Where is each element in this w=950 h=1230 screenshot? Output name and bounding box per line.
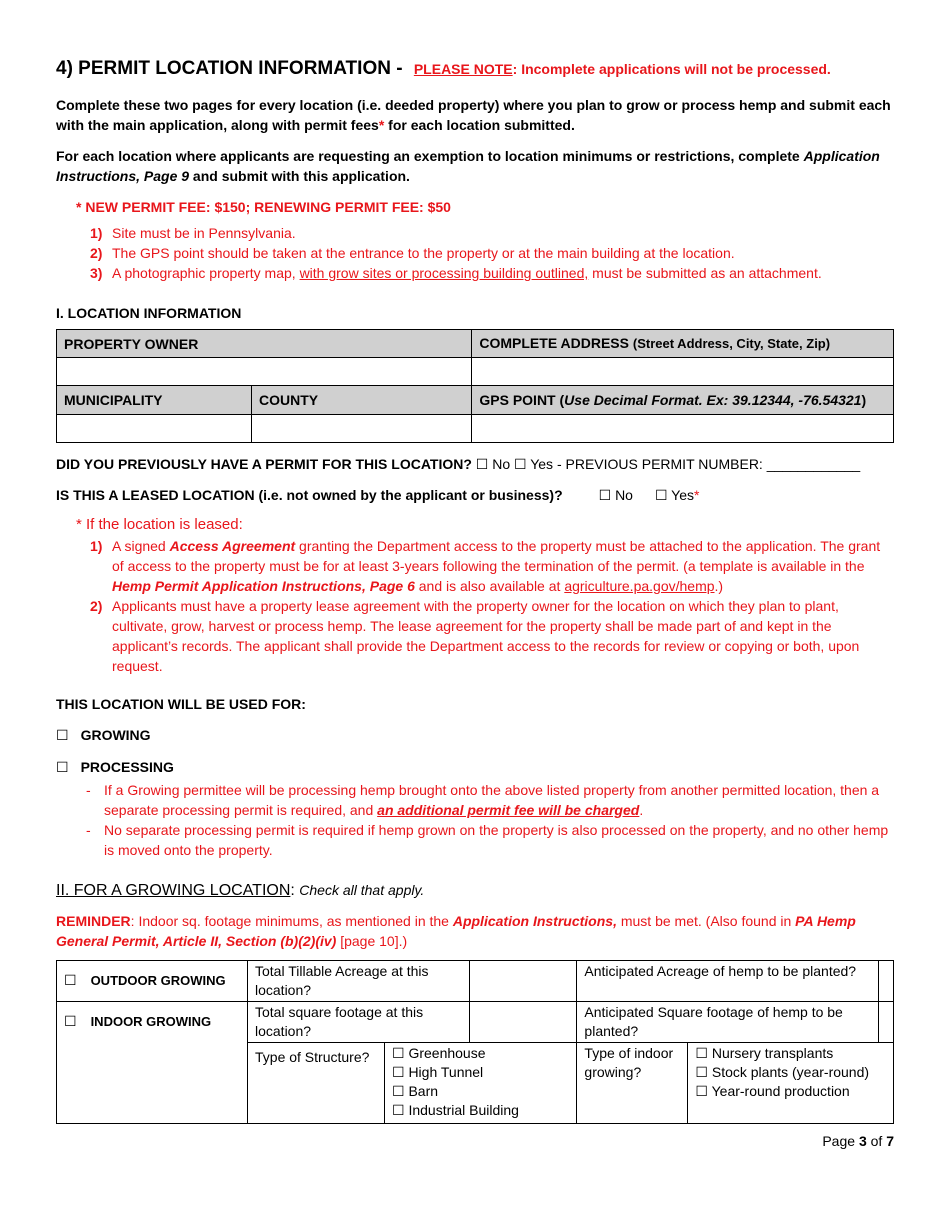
structure-option[interactable]: ☐ High Tunnel: [392, 1064, 484, 1080]
growing-heading: II. FOR A GROWING LOCATION: Check all that apply.: [56, 882, 425, 899]
section-title: 4) PERMIT LOCATION INFORMATION - PLEASE NOTE: Incomplete applications will not be processed.: [56, 58, 831, 79]
municipality-field[interactable]: [57, 415, 252, 443]
indoor-type-option[interactable]: ☐ Stock plants (year-round): [695, 1064, 870, 1080]
square-footage-field[interactable]: [470, 1002, 577, 1043]
hemp-link[interactable]: agriculture.pa.gov/hemp: [564, 578, 715, 594]
structure-option[interactable]: ☐ Greenhouse: [392, 1045, 486, 1061]
structure-type-label: Type of Structure?: [248, 1043, 385, 1124]
complete-address-field[interactable]: [472, 358, 894, 386]
indoor-growing-option[interactable]: ☐ INDOOR GROWING: [57, 1002, 248, 1124]
intro-paragraph-1: Complete these two pages for every location (i.e. deeded property) where you plan to grow or process hemp and submit each with the main application, along with permit fees* for each location submitted.: [56, 97, 891, 133]
tillable-acreage-label: Total Tillable Acreage at this location?: [248, 961, 470, 1002]
leased-yes-checkbox[interactable]: ☐ Yes: [654, 487, 694, 503]
rule-item: 1) Site must be in Pennsylvania.: [90, 225, 296, 241]
processing-option[interactable]: ☐ PROCESSING: [56, 759, 174, 776]
growing-table: [56, 960, 894, 1124]
outdoor-growing-option[interactable]: ☐ OUTDOOR GROWING: [57, 961, 248, 1002]
structure-option[interactable]: ☐ Industrial Building: [392, 1102, 519, 1118]
structure-option[interactable]: ☐ Barn: [392, 1083, 439, 1099]
property-owner-field[interactable]: [57, 358, 472, 386]
leased-no-checkbox[interactable]: ☐ No: [598, 487, 633, 503]
structure-options: [385, 1043, 577, 1124]
usage-heading: THIS LOCATION WILL BE USED FOR:: [56, 696, 306, 712]
rule-item: 3) A photographic property map, with grow sites or processing building outlined, must be submitted as an attachment.: [90, 265, 822, 281]
lease-requirements: [90, 536, 894, 676]
indoor-type-option[interactable]: ☐ Nursery transplants: [695, 1045, 834, 1061]
reminder: REMINDER: Indoor sq. footage minimums, as mentioned in the Application Instructions, must be met. (Also found in PA Hemp General Permit, Article II, Section (b)(2)(iv) [page 10].): [56, 913, 856, 949]
please-note: PLEASE NOTE: Incomplete applications will not be processed.: [413, 61, 831, 77]
lease-item: 2) Applicants must have a property lease agreement with the property owner for the location on which they plan to plant, cultivate, grow, harvest or process hemp. The lease agreement for the property shall be made part of and kept in the applicant’s records. The applicant shall provide the Department access to the records for review or copying or both, upon request.: [90, 598, 860, 674]
anticipated-sqft-label: Anticipated Square footage of hemp to be planted?: [577, 1002, 879, 1043]
square-footage-label: Total square footage at this location?: [248, 1002, 470, 1043]
leased-intro: * If the location is leased:: [76, 516, 243, 533]
leased-location-question: IS THIS A LEASED LOCATION (i.e. not owned by the applicant or business)? ☐ No ☐ Yes*: [56, 487, 700, 503]
indoor-checkbox[interactable]: ☐: [64, 1014, 77, 1030]
location-heading: I. LOCATION INFORMATION: [56, 305, 242, 321]
county-field[interactable]: [252, 415, 472, 443]
growing-checkbox[interactable]: ☐: [56, 728, 69, 744]
intro-paragraph-2: For each location where applicants are requesting an exemption to location minimums or restrictions, complete Application Instructions, Page 9 and submit with this application.: [56, 148, 880, 184]
gps-point-label: GPS POINT (Use Decimal Format. Ex: 39.12344, -76.54321): [472, 386, 894, 415]
location-table: [56, 329, 894, 443]
lease-item: 1) A signed Access Agreement granting the Department access to the property must be attached to the application. The grant of access to the property must be for at least 3-years following the termination of the permit. (a template is available in the Hemp Permit Application Instructions, Page 6 and is also available at agriculture.pa.gov/hemp.): [90, 538, 881, 594]
gps-point-field[interactable]: [472, 415, 894, 443]
property-owner-label: PROPERTY OWNER: [57, 330, 472, 358]
growing-option[interactable]: ☐ GROWING: [56, 727, 151, 744]
county-label: COUNTY: [252, 386, 472, 415]
anticipated-acreage-label: Anticipated Acreage of hemp to be planted?: [577, 961, 879, 1002]
location-rules: [90, 223, 894, 283]
complete-address-label: COMPLETE ADDRESS (Street Address, City, State, Zip): [472, 330, 894, 358]
form-page: [56, 56, 894, 1124]
indoor-type-label: Type of indoor growing?: [577, 1043, 688, 1124]
anticipated-acreage-field[interactable]: [878, 961, 893, 1002]
fee-line: * NEW PERMIT FEE: $150; RENEWING PERMIT FEE: $50: [76, 199, 451, 215]
indoor-type-options: [688, 1043, 894, 1124]
page-number: Page 3 of 7: [822, 1133, 894, 1149]
municipality-label: MUNICIPALITY: [57, 386, 252, 415]
tillable-acreage-field[interactable]: [470, 961, 577, 1002]
indoor-type-option[interactable]: ☐ Year-round production: [695, 1083, 850, 1099]
outdoor-checkbox[interactable]: ☐: [64, 973, 77, 989]
processing-note: - If a Growing permittee will be processing hemp brought onto the above listed property from another permitted location, then a separate processing permit is required, and an additional permit fee will be charged.: [86, 782, 880, 818]
processing-checkbox[interactable]: ☐: [56, 760, 69, 776]
previous-permit-options[interactable]: ☐ No ☐ Yes - PREVIOUS PERMIT NUMBER: ____________: [475, 456, 861, 472]
previous-permit-question: DID YOU PREVIOUSLY HAVE A PERMIT FOR THIS LOCATION? ☐ No ☐ Yes - PREVIOUS PERMIT NUMBER: ____________: [56, 456, 861, 472]
processing-notes: [56, 780, 894, 860]
processing-note: - No separate processing permit is required if hemp grown on the property is also processed on the property, and no other hemp is moved onto the property.: [86, 822, 889, 858]
anticipated-sqft-field[interactable]: [878, 1002, 893, 1043]
rule-item: 2) The GPS point should be taken at the entrance to the property or at the main building at the location.: [90, 245, 735, 261]
